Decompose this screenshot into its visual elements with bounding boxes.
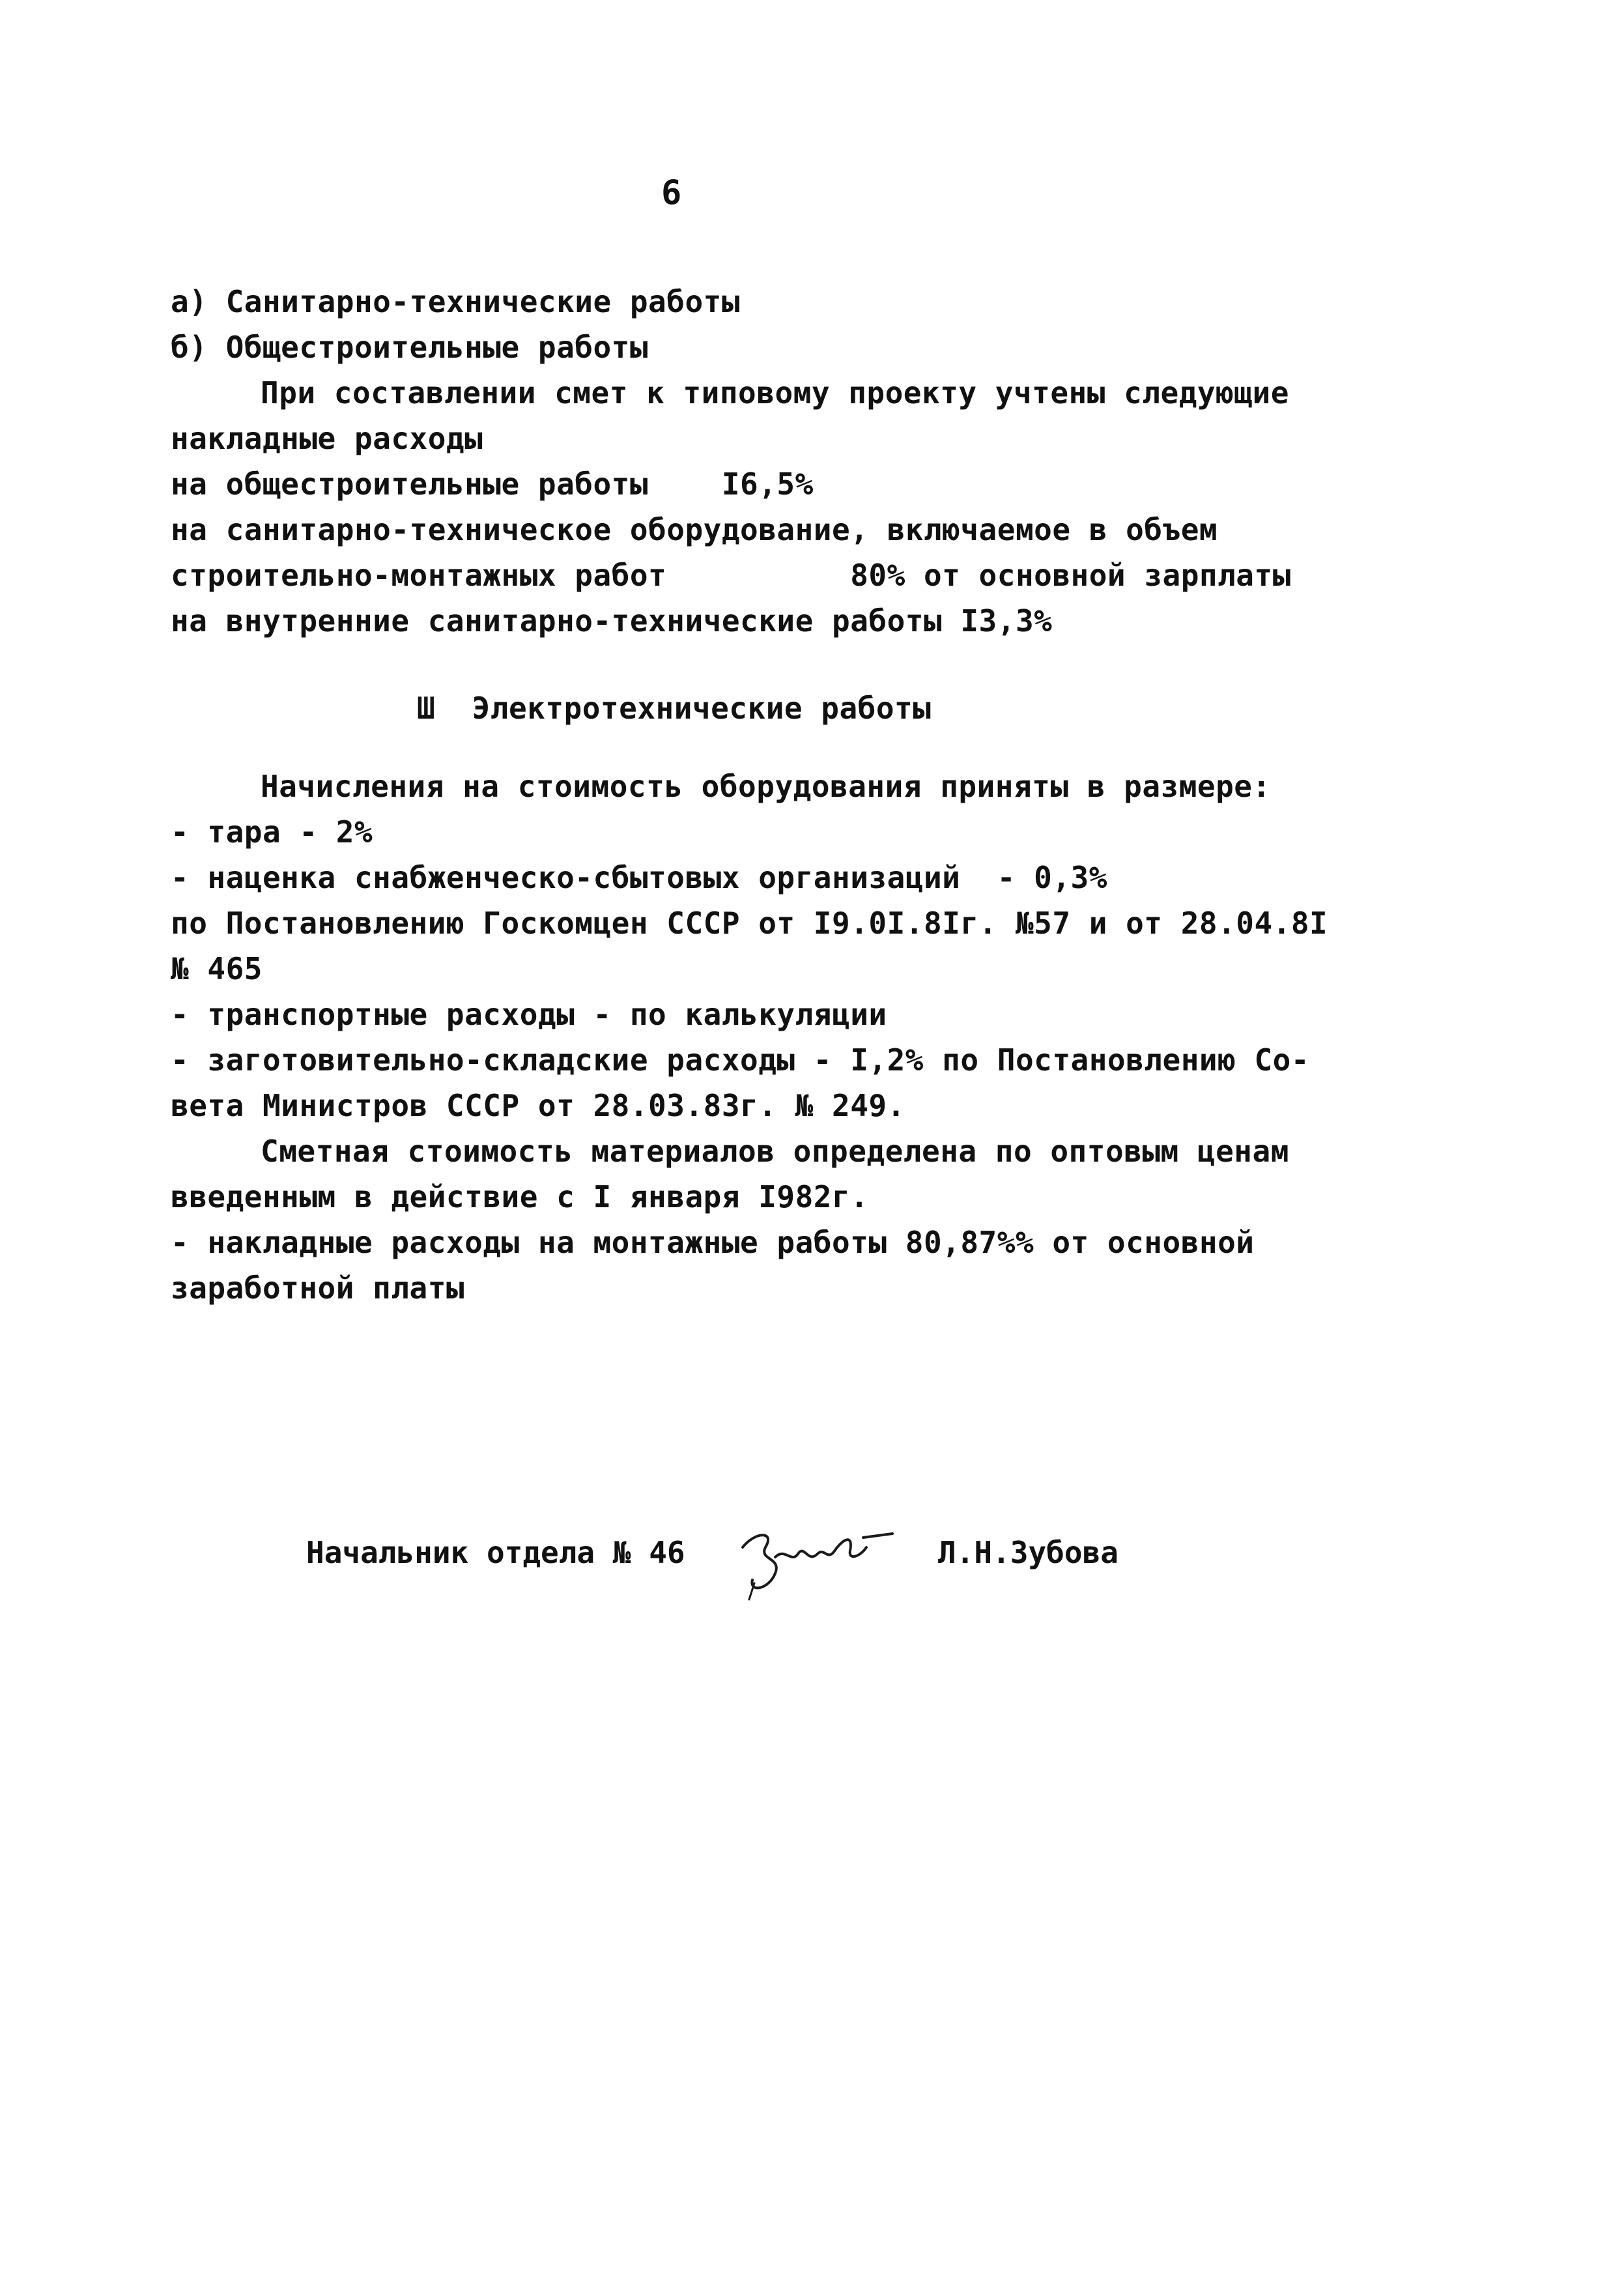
handwritten-signature: [730, 1511, 899, 1603]
text-line: на внутренние санитарно-технические работы I3,3%: [171, 603, 1053, 638]
section-heading: Ш Электротехнические работы: [417, 691, 932, 726]
text-line: строительно-монтажных работ 80% от основной зарплаты: [171, 558, 1291, 593]
text-line: - заготовительно-складские расходы - I,2% по Постановлению Со-: [171, 1042, 1310, 1078]
signatory-name: Л.Н.Зубова: [938, 1535, 1118, 1570]
text-line: накладные расходы: [171, 421, 483, 456]
text-line: вета Министров СССР от 28.03.83г. № 249.: [171, 1088, 905, 1123]
text-line: заработной платы: [171, 1270, 465, 1306]
text-line: а) Санитарно-технические работы: [171, 284, 741, 319]
signatory-title: Начальник отдела № 46: [306, 1535, 685, 1570]
text-line: Начисления на стоимость оборудования приняты в размере:: [261, 769, 1271, 804]
text-line: - транспортные расходы - по калькуляции: [171, 997, 887, 1032]
text-line: № 465: [171, 951, 263, 986]
text-line: по Постановлению Госкомцен СССР от I9.0I.8Iг. №57 и от 28.04.8I: [171, 906, 1328, 941]
page-number: 6: [661, 173, 682, 212]
text-line: б) Общестроительные работы: [171, 330, 649, 365]
text-line: - накладные расходы на монтажные работы 80,87%% от основной: [171, 1225, 1255, 1260]
signature-block: [306, 1511, 1153, 1603]
text-line: - тара - 2%: [171, 814, 373, 850]
text-line: Сметная стоимость материалов определена по оптовым ценам: [261, 1134, 1289, 1169]
text-line: введенным в действие с I января I982г.: [171, 1179, 869, 1214]
text-line: При составлении смет к типовому проекту учтены следующие: [261, 375, 1289, 410]
text-line: на общестроительные работы I6,5%: [171, 466, 814, 502]
text-line: - наценка снабженческо-сбытовых организаций - 0,3%: [171, 860, 1107, 895]
text-line: на санитарно-техническое оборудование, включаемое в объем: [171, 512, 1218, 547]
